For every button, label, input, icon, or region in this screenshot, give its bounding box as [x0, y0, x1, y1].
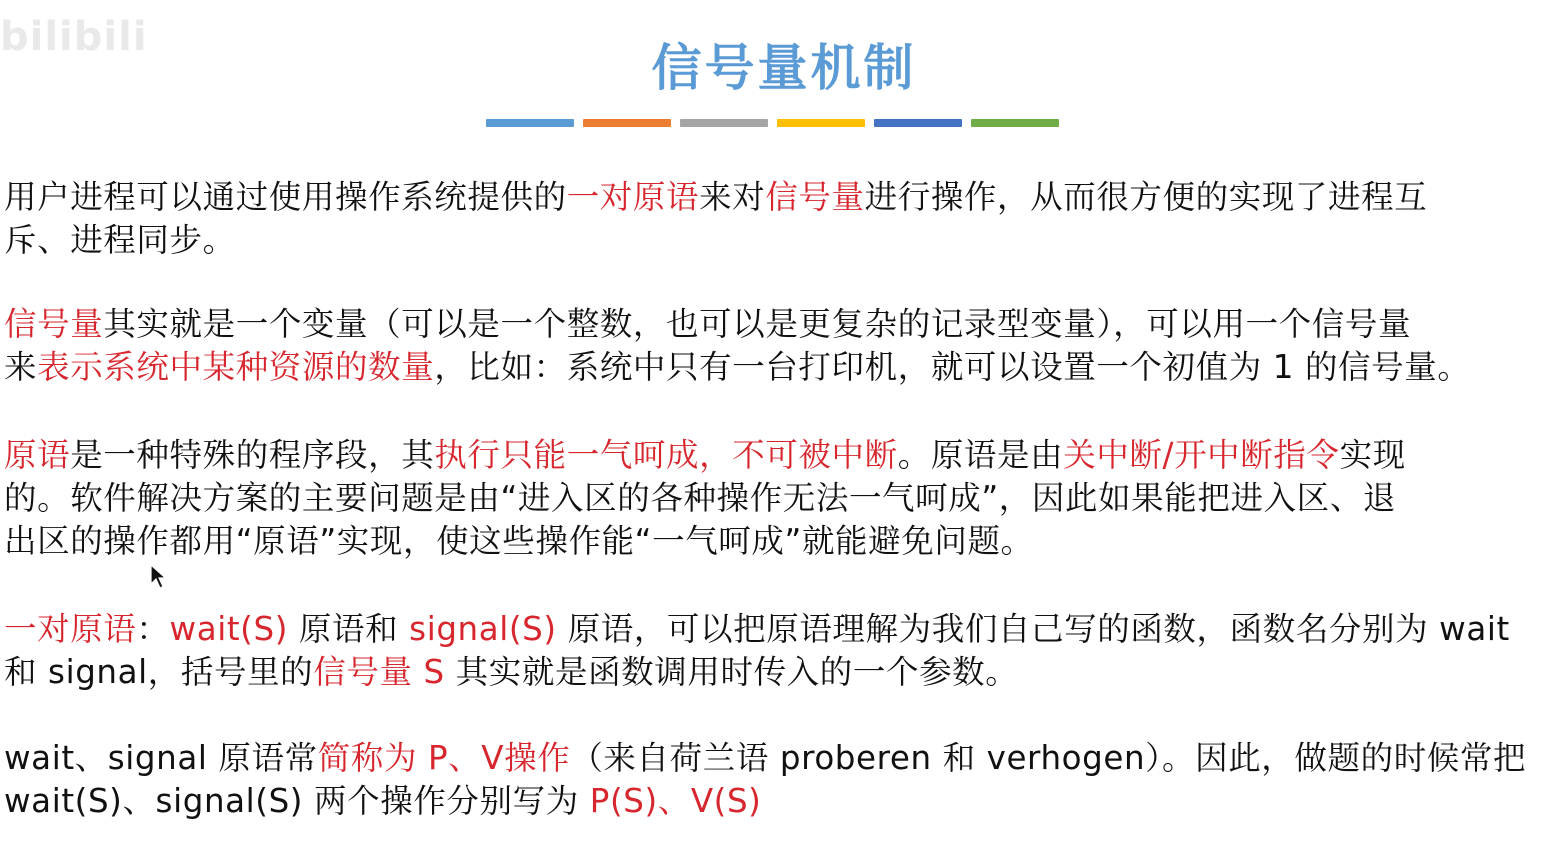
body-text: 用户进程可以通过使用操作系统提供的 — [4, 178, 567, 216]
body-text: wait、signal 原语常 — [4, 739, 318, 777]
body-text: ： — [136, 610, 170, 648]
text-line — [4, 520, 1564, 563]
body-text: 其实就是一个变量（可以是一个整数，也可以是更复杂的记录型变量），可以用一个信号量 — [103, 305, 1412, 343]
text-line — [4, 477, 1564, 520]
body-text: ，比如：系统中只有一台打印机，就可以设置一个初值为 1 的信号量。 — [434, 348, 1471, 386]
text-line — [4, 434, 1564, 477]
body-text: 来对 — [699, 178, 766, 216]
body-text: wait(S)、signal(S) 两个操作分别写为 — [4, 782, 590, 820]
highlighted-text: 一对原语 — [4, 610, 137, 648]
body-text: 和 signal，括号里的 — [4, 653, 314, 691]
body-text: 出区的操作都用“原语”实现，使这些操作能“一气呵成”就能避免问题。 — [4, 522, 1034, 560]
body-text: 其实就是函数调用时传入的一个参数。 — [444, 653, 1019, 691]
text-line — [4, 219, 1564, 262]
color-bar-2 — [583, 119, 671, 127]
highlighted-text: 关中断/开中断指令 — [1063, 436, 1340, 474]
highlighted-text: 表示系统中某种资源的数量 — [37, 348, 435, 386]
paragraph-primitive-definition — [4, 434, 1564, 563]
body-text: 的。软件解决方案的主要问题是由“进入区的各种操作无法一气呵成”，因此如果能把进入区、退 — [4, 479, 1396, 517]
color-bar-3 — [680, 119, 768, 127]
color-bar-4 — [777, 119, 865, 127]
text-line — [4, 608, 1564, 651]
paragraph-pv-operations — [4, 737, 1564, 823]
highlighted-text: signal(S) — [409, 610, 557, 648]
body-text: 是一种特殊的程序段，其 — [70, 436, 435, 474]
body-text: 进行操作，从而很方便的实现了进程互 — [864, 178, 1428, 216]
body-text: 原语和 — [287, 610, 410, 648]
body-text: 。原语是由 — [897, 436, 1064, 474]
body-text: 实现 — [1339, 436, 1406, 474]
text-line — [4, 651, 1564, 694]
highlighted-text: 一对原语 — [566, 178, 700, 216]
paragraph-intro — [4, 176, 1564, 262]
mouse-pointer-icon — [150, 564, 168, 590]
body-text: （来自荷兰语 proberen 和 verhogen）。因此，做题的时候常把 — [570, 739, 1527, 777]
text-line — [4, 176, 1564, 219]
highlighted-text: wait(S) — [169, 610, 288, 648]
color-bar-6 — [971, 119, 1059, 127]
paragraph-wait-signal — [4, 608, 1564, 694]
text-line — [4, 303, 1564, 346]
color-bar-1 — [486, 119, 574, 127]
body-text: 来 — [4, 348, 38, 386]
text-line — [4, 780, 1564, 823]
page-title: 信号量机制 — [651, 39, 917, 97]
paragraph-semaphore-definition — [4, 303, 1564, 389]
bilibili-watermark-logo: bilibili — [0, 14, 148, 60]
title-color-bars — [486, 119, 1059, 127]
body-text: 斥、进程同步。 — [4, 221, 236, 259]
highlighted-text: 信号量 S — [313, 653, 445, 691]
highlighted-text: P(S)、V(S) — [589, 782, 762, 820]
text-line — [4, 346, 1564, 389]
body-text: 原语，可以把原语理解为我们自己写的函数，函数名分别为 wait — [556, 610, 1510, 648]
color-bar-5 — [874, 119, 962, 127]
text-line — [4, 737, 1564, 780]
highlighted-text: 简称为 P、V操作 — [317, 739, 571, 777]
highlighted-text: 信号量 — [765, 178, 865, 216]
highlighted-text: 执行只能一气呵成，不可被中断 — [434, 436, 898, 474]
highlighted-text: 原语 — [4, 436, 71, 474]
highlighted-text: 信号量 — [4, 305, 104, 343]
